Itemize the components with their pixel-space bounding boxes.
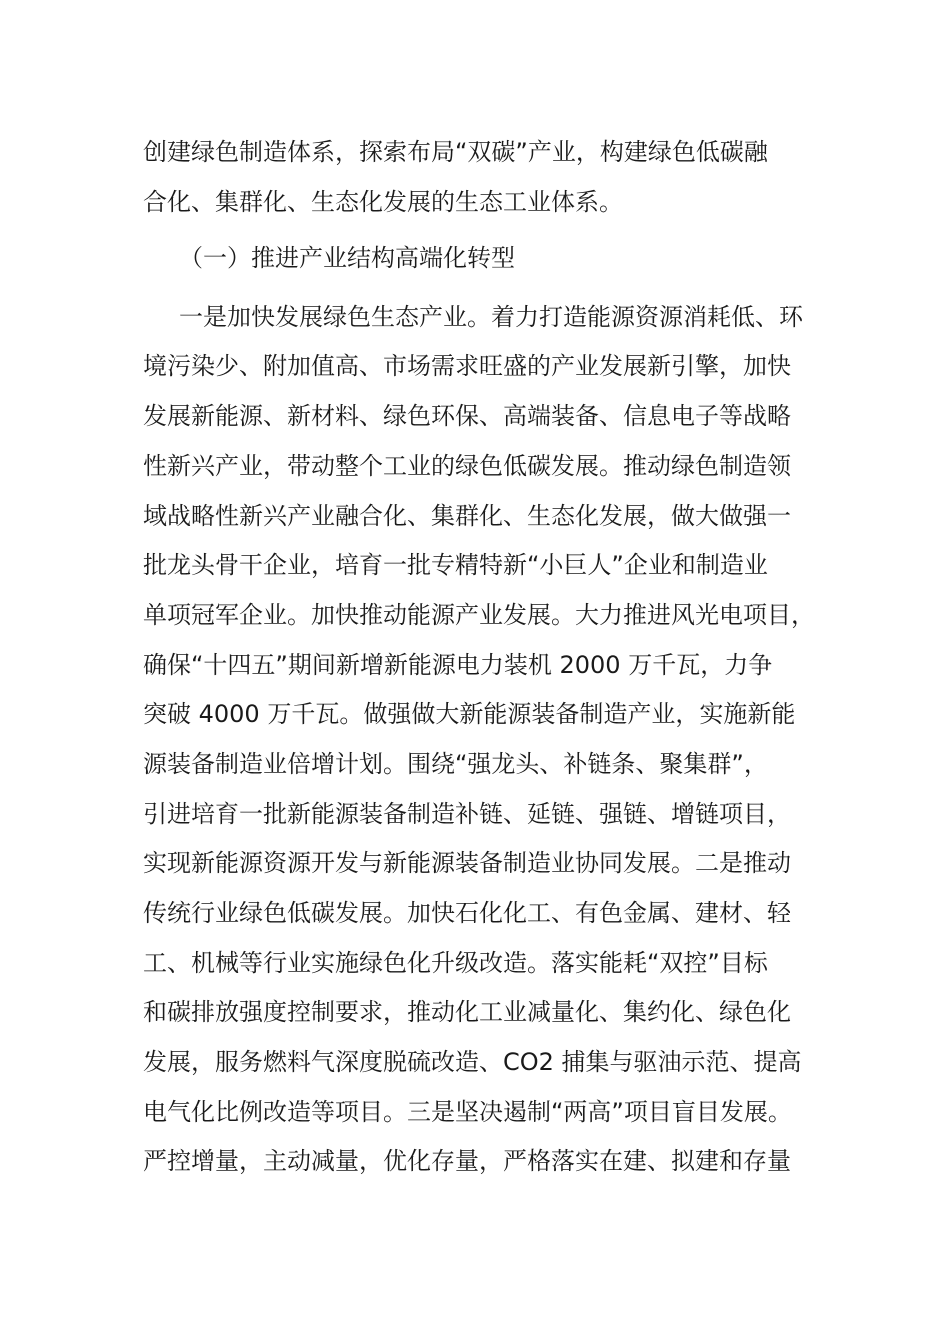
text-line: 创建绿色制造体系，探索布局“双碳”产业，构建绿色低碳融	[143, 138, 768, 166]
text-line: 发展新能源、新材料、绿色环保、高端装备、信息电子等战略	[143, 402, 791, 430]
text-line: 一是加快发展绿色生态产业。着力打造能源资源消耗低、环	[179, 303, 803, 331]
text-line: 确保“十四五”期间新增新能源电力装机 2000 万千瓦，力争	[143, 651, 773, 679]
text-line: 性新兴产业，带动整个工业的绿色低碳发展。推动绿色制造领	[143, 452, 791, 480]
text-line: 实现新能源资源开发与新能源装备制造业协同发展。二是推动	[143, 849, 791, 877]
text-line: 电气化比例改造等项目。三是坚决遏制“两高”项目盲目发展。	[143, 1098, 792, 1126]
text-line: 单项冠军企业。加快推动能源产业发展。大力推进风光电项目，	[143, 601, 815, 629]
text-line: 和碳排放强度控制要求，推动化工业减量化、集约化、绿色化	[143, 998, 791, 1026]
text-line: 突破 4000 万千瓦。做强做大新能源装备制造产业，实施新能	[143, 700, 796, 728]
text-line: 境污染少、附加值高、市场需求旺盛的产业发展新引擎，加快	[143, 352, 791, 380]
text-line: 批龙头骨干企业，培育一批专精特新“小巨人”企业和制造业	[143, 551, 768, 579]
text-line: 合化、集群化、生态化发展的生态工业体系。	[143, 188, 623, 216]
text-line: 引进培育一批新能源装备制造补链、延链、强链、增链项目，	[143, 800, 791, 828]
text-line: 源装备制造业倍增计划。围绕“强龙头、补链条、聚集群”，	[143, 750, 768, 778]
text-line: 传统行业绿色低碳发展。加快石化化工、有色金属、建材、轻	[143, 899, 791, 927]
text-line: 严控增量，主动减量，优化存量，严格落实在建、拟建和存量	[143, 1147, 791, 1175]
text-line: 域战略性新兴产业融合化、集群化、生态化发展，做大做强一	[143, 502, 791, 530]
section-heading: （一）推进产业结构高端化转型	[179, 244, 515, 272]
text-line: 发展，服务燃料气深度脱硫改造、CO2 捕集与驱油示范、提高	[143, 1048, 802, 1076]
text-line: 工、机械等行业实施绿色化升级改造。落实能耗“双控”目标	[143, 949, 768, 977]
